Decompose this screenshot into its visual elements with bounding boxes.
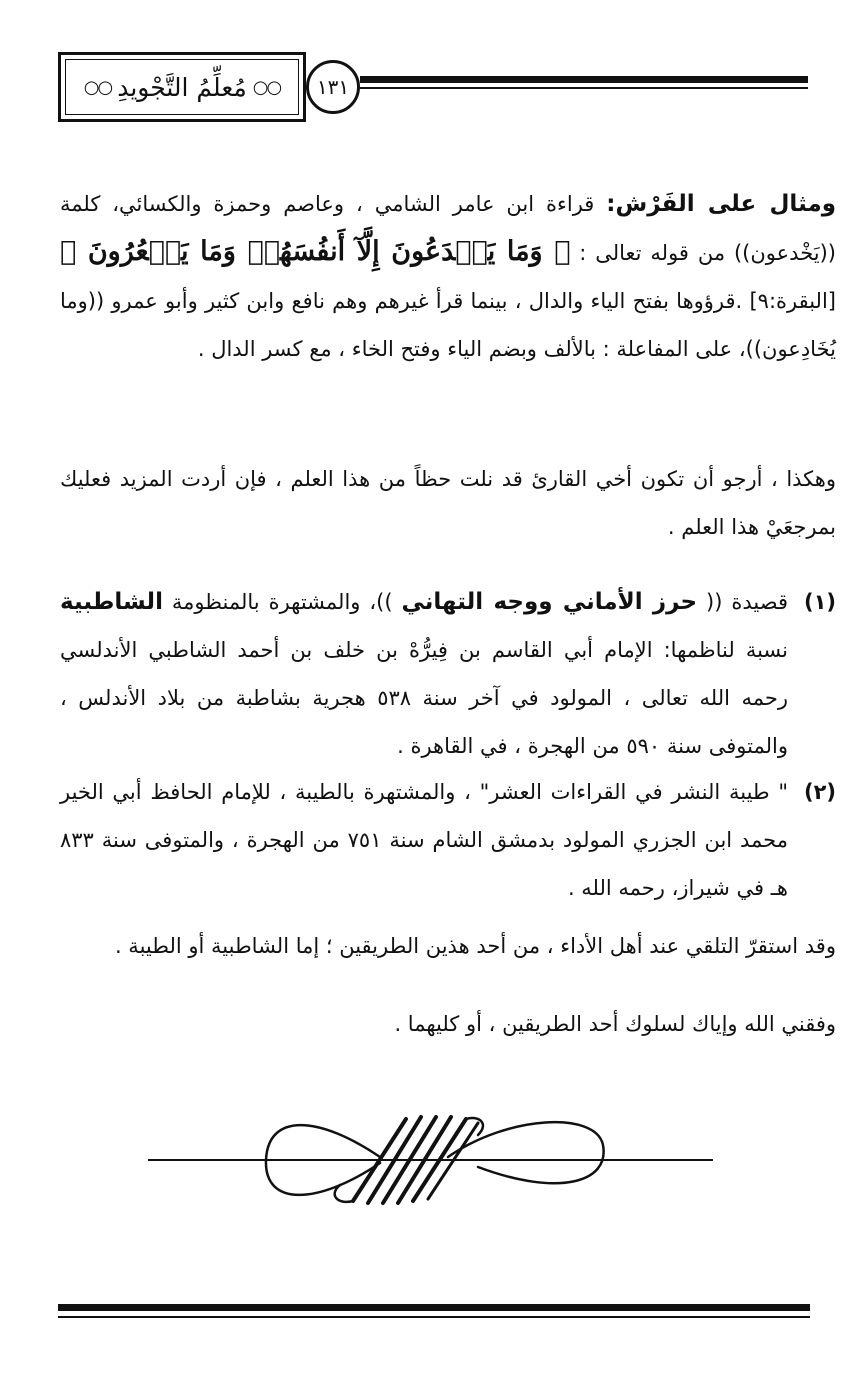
bold-term: الشاطبية bbox=[60, 589, 163, 615]
paragraph-farsh-example bbox=[60, 180, 836, 373]
paragraph-closing: وهكذا ، أرجو أن تكون أخي القارئ قد نلت حظاً من هذا العلم ، فإن أردت المزيد فعليك بمرجعَيْ هذا العلم . bbox=[60, 467, 836, 539]
running-header bbox=[58, 52, 808, 122]
footnote-number: (٢) bbox=[803, 780, 836, 804]
footnote-body: قصيدة (( حرز الأماني ووجه التهاني ))، والمشتهرة بالمنظومة الشاطبية نسبة لناظمها: الإمام أبي القاسم بن فِيرُّهْ بن خلف بن أحمد الشاطبي الأندلسي رحمه الله تعالى ، المولود في آخر سنة ٥٣٨ هجرية بشاطبة من بلاد الأندلس ، والمتوفى سنة ٥٩٠ من الهجرة ، في القاهرة . bbox=[60, 589, 788, 758]
paragraph-text: قراءة ابن عامر الشامي ، وعاصم وحمزة والكسائي، كلمة bbox=[60, 192, 607, 216]
paragraph-tariqayn: وقد استقرّ التلقي عند أهل الأداء ، من أحد هذين الطريقين ؛ إما الشاطبية أو الطيبة . bbox=[114, 934, 836, 958]
footnote-2 bbox=[60, 768, 836, 912]
paragraph-lead: ومثال على الفَرْش: bbox=[606, 191, 836, 217]
footnote-1 bbox=[60, 578, 836, 770]
quran-verse: ﴿ وَمَا يَخۡدَعُونَ إِلَّآ أَنفُسَهُمۡ وَمَا يَشۡعُرُونَ ﴾ bbox=[60, 236, 571, 267]
page-number: ١٣١ bbox=[306, 60, 360, 114]
ornament-circles-icon: ○○ bbox=[83, 76, 112, 98]
footnote-body: " طيبة النشر في القراءات العشر" ، والمشتهرة بالطيبة ، للإمام الحافظ أبي الخير محمد ابن الجزري المولود بدمشق الشام سنة ٧٥١ من الهجرة ، والمتوفى سنة ٨٣٣ هـ في شيراز، رحمه الله . bbox=[60, 780, 788, 900]
paragraph-text: [البقرة:٩] .قرؤوها بفتح الياء والدال ، بينما قرأ غيرهم وهم نافع وابن كثير وأبو عمرو ((وما يُخَادِعون))، على المفاعلة : بالألف وبضم الياء وفتح الخاء ، مع كسر الدال . bbox=[60, 289, 836, 361]
paragraph-dua: وفقني الله وإياك لسلوك أحد الطريقين ، أو كليهما . bbox=[394, 1012, 836, 1036]
header-rule bbox=[360, 76, 808, 89]
footnote-number: (١) bbox=[803, 590, 836, 614]
footer-rule-thick bbox=[58, 1304, 810, 1311]
divider-ornament-icon bbox=[148, 1105, 713, 1215]
book-title-frame bbox=[58, 52, 306, 122]
bold-title: حرز الأماني ووجه التهاني bbox=[401, 589, 698, 615]
paragraph-text: ((يَخْدعون)) من قوله تعالى : bbox=[570, 241, 836, 265]
ornament-circles-icon: ○○ bbox=[252, 76, 281, 98]
book-title: مُعلِّمُ التَّجْويدِ bbox=[117, 72, 247, 102]
footer-rule-thin bbox=[58, 1316, 810, 1318]
